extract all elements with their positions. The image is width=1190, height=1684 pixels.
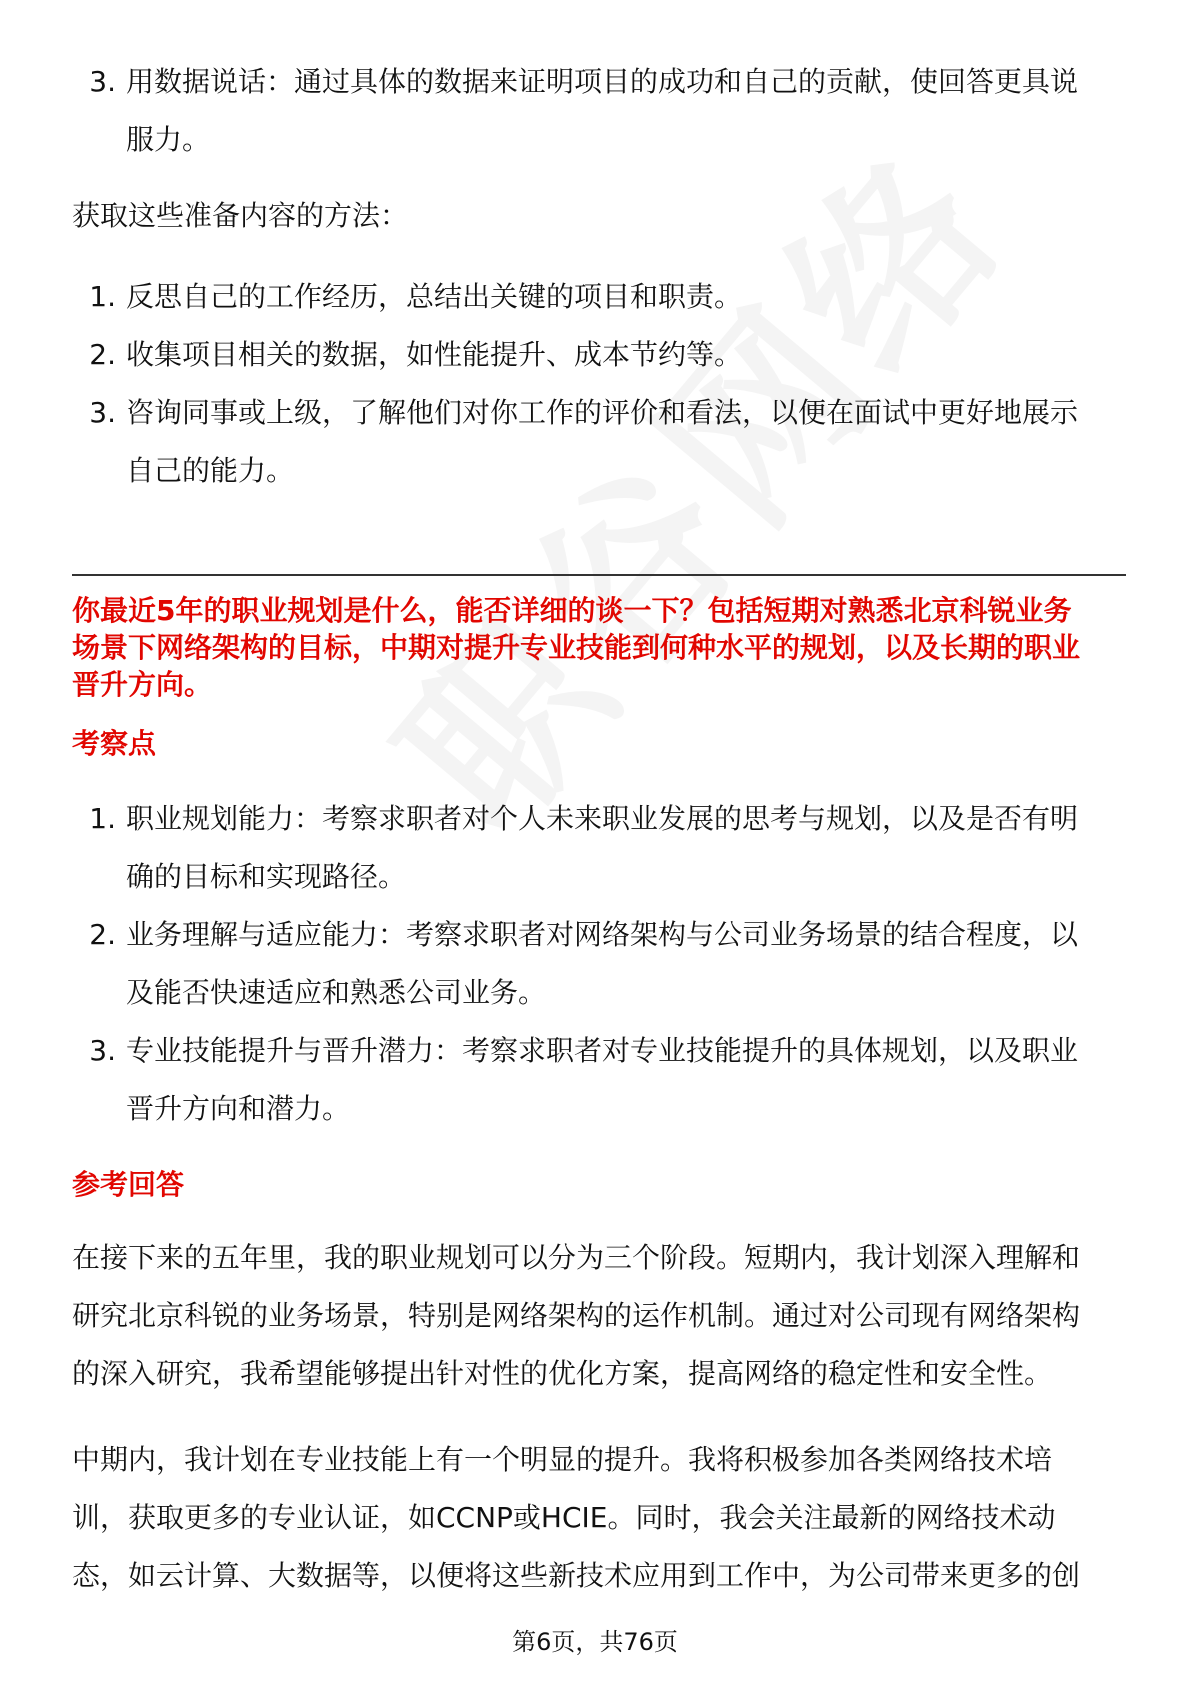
interview-question [72, 592, 1126, 703]
answer-paragraph [72, 1431, 1132, 1605]
text-line: 用数据说话：通过具体的数据来证明项目的成功和自己的贡献，使回答更具说 [126, 65, 1079, 98]
text-line: 收集项目相关的数据，如性能提升、成本节约等。 [126, 338, 743, 371]
text-line: 态，如云计算、大数据等，以便将这些新技术应用到工作中，为公司带来更多的创 [72, 1559, 1081, 1592]
page-footer: 第6页，共76页 [512, 1628, 678, 1656]
text-line: 晋升方向和潜力。 [126, 1092, 351, 1125]
text-line: 反思自己的工作经历，总结出关键的项目和职责。 [126, 280, 743, 313]
list-number: 2. [89, 338, 116, 371]
text-line: 训，获取更多的专业认证，如CCNP或HCIE。同时，我会关注最新的网络技术动 [72, 1501, 1056, 1534]
text-line: 确的目标和实现路径。 [126, 860, 407, 893]
list-item-text [126, 53, 1131, 169]
list-number: 2. [89, 918, 116, 951]
list-item-text [126, 384, 1131, 500]
text-line: 服力。 [126, 123, 211, 156]
list-item-text [126, 326, 1131, 384]
text-line: 研究北京科锐的业务场景，特别是网络架构的运作机制。通过对公司现有网络架构 [72, 1299, 1081, 1332]
list-item-text [126, 268, 1131, 326]
list-item-text [126, 1022, 1131, 1138]
text-line: 及能否快速适应和熟悉公司业务。 [126, 976, 547, 1009]
question-line: 你最近5年的职业规划是什么，能否详细的谈一下？包括短期对熟悉北京科锐业务 [72, 594, 1072, 627]
list-number: 3. [89, 396, 116, 429]
list-number: 3. [89, 1034, 116, 1067]
list-number: 3. [89, 65, 116, 98]
text-line: 中期内，我计划在专业技能上有一个明显的提升。我将积极参加各类网络技术培 [72, 1443, 1053, 1476]
answer-paragraph [72, 1229, 1132, 1403]
list-item-text [126, 790, 1131, 906]
question-line: 晋升方向。 [72, 668, 213, 701]
question-line: 场景下网络架构的目标，中期对提升专业技能到何种水平的规划，以及长期的职业 [72, 631, 1081, 664]
text-line: 的深入研究，我希望能够提出针对性的优化方案，提高网络的稳定性和安全性。 [72, 1357, 1053, 1390]
examine-title: 考察点 [72, 727, 157, 760]
text-line: 自己的能力。 [126, 454, 295, 487]
divider [72, 574, 1126, 576]
list-number: 1. [89, 280, 116, 313]
prep-intro: 获取这些准备内容的方法： [72, 199, 409, 232]
text-line: 在接下来的五年里，我的职业规划可以分为三个阶段。短期内，我计划深入理解和 [72, 1241, 1081, 1274]
answer-title: 参考回答 [72, 1168, 185, 1201]
list-item-text [126, 906, 1131, 1022]
text-line: 业务理解与适应能力：考察求职者对网络架构与公司业务场景的结合程度，以 [126, 918, 1079, 951]
list-number: 1. [89, 802, 116, 835]
text-line: 咨询同事或上级，了解他们对你工作的评价和看法，以便在面试中更好地展示 [126, 396, 1079, 429]
text-line: 职业规划能力：考察求职者对个人未来职业发展的思考与规划，以及是否有明 [126, 802, 1079, 835]
text-line: 专业技能提升与晋升潜力：考察求职者对专业技能提升的具体规划，以及职业 [126, 1034, 1079, 1067]
